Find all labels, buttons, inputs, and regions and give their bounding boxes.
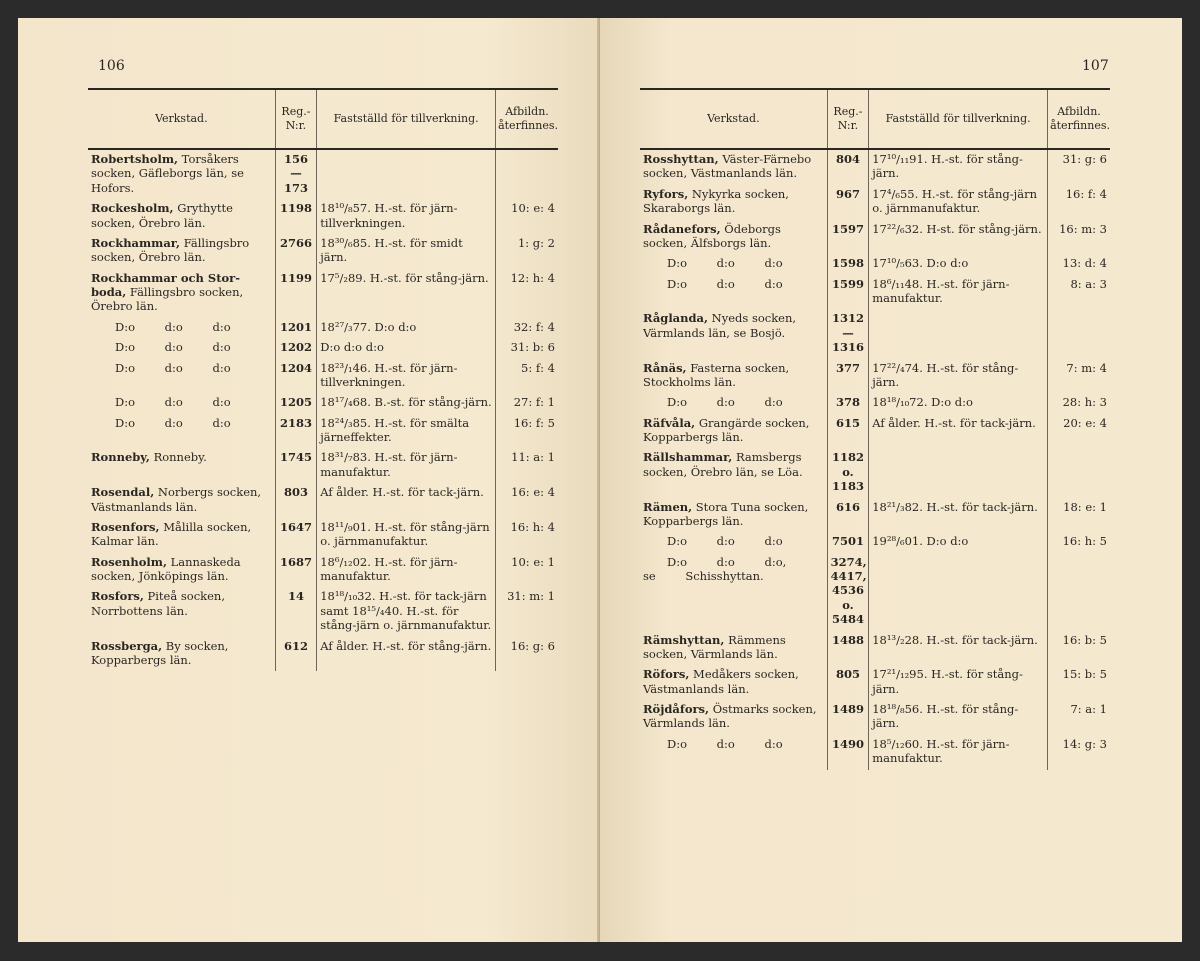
header-reg: Reg.- N:r.: [275, 89, 317, 149]
workshop-location: Ronneby.: [153, 450, 207, 465]
table-row: [640, 532, 1110, 552]
established-for: 18¹⁸/₁₀32. H.-st. för tack-järn samt 18¹⁵/₄40. H.-st. för stång-järn o. järnmanufaktur.: [317, 587, 496, 636]
workshop-location: Torsåkers socken, Gäfleborgs län, se Hofors.: [91, 152, 244, 195]
workshop-cell: [640, 498, 827, 533]
workshop-location: Norbergs socken, Västmanlands län.: [91, 485, 262, 514]
workshop-cell: [640, 149, 827, 185]
table-row: [88, 149, 558, 199]
table-row: [640, 359, 1110, 394]
table-row: [640, 309, 1110, 358]
workshop-cell: [88, 483, 275, 518]
workshop-cell: [88, 199, 275, 234]
workshop-name: Rådanefors,: [643, 221, 721, 236]
figure-ref: 16: g: 6: [496, 637, 558, 672]
workshop-cell: [640, 631, 827, 666]
table-row: [640, 665, 1110, 700]
workshop-cell: [88, 318, 275, 338]
workshop-location: Östmarks socken, Värmlands län.: [643, 702, 817, 731]
workshop-name: Räfvåla,: [643, 415, 696, 430]
workshop-cell: [640, 309, 827, 358]
workshop-name: Rossberga,: [91, 638, 163, 653]
header-afbildn: Afbildn. återfinnes.: [1048, 89, 1110, 149]
reg-number: 616: [827, 498, 869, 533]
table-row: [640, 448, 1110, 497]
figure-ref: [1048, 309, 1110, 358]
workshop-location: By socken, Kopparbergs län.: [91, 638, 229, 667]
table-row: [88, 587, 558, 636]
workshop-cell: [88, 448, 275, 483]
reg-number: 1198: [275, 199, 317, 234]
ditto-text: D:o d:o d:o: [667, 736, 783, 751]
ditto-text: D:o d:o d:o: [115, 340, 231, 355]
established-for: 17¹⁰/₅63. D:o d:o: [869, 254, 1048, 274]
reg-number: 1204: [275, 359, 317, 394]
figure-ref: 16: f: 5: [496, 414, 558, 449]
workshop-cell: [640, 185, 827, 220]
workshop-name: Rosenholm,: [91, 554, 167, 569]
workshop-cell: [88, 414, 275, 449]
workshop-cell: [640, 700, 827, 735]
ditto-text: D:o d:o d:o: [115, 319, 231, 334]
workshop-location: Nykyrka socken, Skaraborgs län.: [643, 186, 789, 216]
established-for: [869, 448, 1048, 497]
reg-number: 2183: [275, 414, 317, 449]
workshop-location: Fällingsbro socken, Örebro län.: [91, 235, 250, 265]
workshop-cell: [88, 553, 275, 588]
workshop-name: Ronneby,: [91, 450, 150, 465]
ditto-text: D:o d:o d:o: [115, 360, 231, 375]
established-for: 18²³/₁46. H.-st. för järn-tillverkningen.: [317, 359, 496, 394]
reg-number: 14: [275, 587, 317, 636]
workshop-name: Rockhammar,: [91, 235, 181, 250]
established-for: 18²⁴/₃85. H.-st. för smälta järneffekter.: [317, 414, 496, 449]
workshop-location: Stora Tuna socken, Kopparbergs län.: [643, 499, 809, 528]
figure-ref: 16: h: 4: [496, 518, 558, 553]
header-verkstad: Verkstad.: [640, 89, 827, 149]
workshop-name: Rämen,: [643, 499, 693, 514]
table-row: [88, 553, 558, 588]
figure-ref: 10: e: 4: [496, 199, 558, 234]
workshop-location: Väster-Färnebo socken, Västmanlands län.: [643, 152, 812, 181]
workshop-cell: [88, 149, 275, 199]
figure-ref: 14: g: 3: [1048, 735, 1110, 770]
reg-number: 1205: [275, 393, 317, 413]
table-row: [640, 631, 1110, 666]
workshop-name: Rockesholm,: [91, 201, 174, 216]
table-row: [88, 359, 558, 394]
workshop-cell: [88, 269, 275, 318]
workshop-cell: [640, 275, 827, 310]
figure-ref: 10: e: 1: [496, 553, 558, 588]
figure-ref: 1: g: 2: [496, 234, 558, 269]
reg-number: 377: [827, 359, 869, 394]
established-for: Af ålder. H.-st. för tack-järn.: [317, 483, 496, 518]
header-reg: Reg.- N:r.: [827, 89, 869, 149]
workshop-cell: [640, 359, 827, 394]
workshop-name: Rosenfors,: [91, 519, 160, 534]
workshop-name: Rämshyttan,: [643, 632, 725, 647]
workshop-location: Piteå socken, Norrbottens län.: [91, 589, 225, 618]
table-row: [640, 149, 1110, 185]
reg-number: 1199: [275, 269, 317, 318]
register-table: [88, 88, 558, 671]
reg-number: 967: [827, 185, 869, 220]
established-for: 19²⁸/₆01. D:o d:o: [869, 532, 1048, 552]
figure-ref: 15: b: 5: [1048, 665, 1110, 700]
workshop-location: Rämmens socken, Värmlands län.: [643, 632, 786, 661]
figure-ref: 13: d: 4: [1048, 254, 1110, 274]
established-for: [317, 149, 496, 199]
workshop-name: Rånäs,: [643, 360, 687, 375]
reg-number: 804: [827, 149, 869, 185]
workshop-cell: [88, 393, 275, 413]
reg-number: 803: [275, 483, 317, 518]
reg-number: 1687: [275, 553, 317, 588]
workshop-name: Rosfors,: [91, 589, 144, 604]
figure-ref: 16: b: 5: [1048, 631, 1110, 666]
table-row: [640, 254, 1110, 274]
established-for: 17⁴/₆55. H.-st. för stång-järn o. järnmanufaktur.: [869, 185, 1048, 220]
workshop-cell: [88, 637, 275, 672]
header-verkstad: Verkstad.: [88, 89, 275, 149]
figure-ref: 7: a: 1: [1048, 700, 1110, 735]
workshop-cell: [88, 518, 275, 553]
table-row: [88, 318, 558, 338]
register-table: [640, 88, 1110, 770]
established-for: 18⁵/₁₂60. H.-st. för järn-manufaktur.: [869, 735, 1048, 770]
established-for: 17¹⁰/₁₁91. H.-st. för stång-järn.: [869, 149, 1048, 185]
reg-number: 1202: [275, 338, 317, 358]
figure-ref: 18: e: 1: [1048, 498, 1110, 533]
workshop-name: Råglanda,: [643, 311, 708, 326]
table-row: [640, 735, 1110, 770]
established-for: 18²⁷/₃77. D:o d:o: [317, 318, 496, 338]
reg-number: 612: [275, 637, 317, 672]
established-for: [869, 309, 1048, 358]
established-for: [869, 553, 1048, 631]
figure-ref: 27: f: 1: [496, 393, 558, 413]
table-row: [640, 393, 1110, 413]
figure-ref: 31: m: 1: [496, 587, 558, 636]
established-for: D:o d:o d:o: [317, 338, 496, 358]
workshop-location: Ödeborgs socken, Älfsborgs län.: [643, 221, 781, 250]
figure-ref: 31: b: 6: [496, 338, 558, 358]
header-afbildn: Afbildn. återfinnes.: [496, 89, 558, 149]
figure-ref: 16: h: 5: [1048, 532, 1110, 552]
table-row: [88, 637, 558, 672]
figure-ref: 32: f: 4: [496, 318, 558, 338]
workshop-location: Målilla socken, Kalmar län.: [91, 519, 252, 549]
table-row: [88, 393, 558, 413]
ditto-text: D:o d:o d:o: [667, 256, 783, 271]
table-row: [88, 518, 558, 553]
workshop-cell: [640, 414, 827, 449]
page-number: 107: [1082, 58, 1109, 74]
established-for: 18²¹/₃82. H.-st. för tack-järn.: [869, 498, 1048, 533]
figure-ref: 28: h: 3: [1048, 393, 1110, 413]
reg-number: 2766: [275, 234, 317, 269]
reg-number: 805: [827, 665, 869, 700]
table-row: [88, 448, 558, 483]
figure-ref: 20: e: 4: [1048, 414, 1110, 449]
reg-number: 615: [827, 414, 869, 449]
figure-ref: 11: a: 1: [496, 448, 558, 483]
workshop-location: Ramsbergs socken, Örebro län, se Löa.: [643, 450, 803, 479]
workshop-location: Nyeds socken, Värmlands län, se Bosjö.: [643, 311, 797, 340]
ditto-text: D:o d:o d:o, se Schisshyttan.: [643, 554, 787, 583]
table-header: [88, 89, 558, 149]
workshop-cell: [88, 359, 275, 394]
reg-number: 1745: [275, 448, 317, 483]
workshop-name: Röfors,: [643, 667, 690, 682]
workshop-name: Rosshyttan,: [643, 152, 719, 166]
ditto-text: D:o d:o d:o: [667, 276, 783, 291]
workshop-name: Rällshammar,: [643, 450, 733, 465]
workshop-cell: [640, 448, 827, 497]
reg-number: 1598: [827, 254, 869, 274]
workshop-name: Ryfors,: [643, 186, 689, 201]
workshop-cell: [640, 532, 827, 552]
reg-number: 1599: [827, 275, 869, 310]
reg-number: 3274, 4417, 4536 o. 5484: [827, 553, 869, 631]
table-row: [640, 185, 1110, 220]
table-row: [640, 498, 1110, 533]
table-row: [88, 269, 558, 318]
figure-ref: [496, 149, 558, 199]
table-header: [640, 89, 1110, 149]
ditto-text: D:o d:o d:o: [667, 395, 783, 410]
figure-ref: 31: g: 6: [1048, 149, 1110, 185]
page-number: 106: [98, 58, 125, 74]
table-row: [88, 338, 558, 358]
table-row: [640, 220, 1110, 255]
established-for: 18¹¹/₉01. H.-st. för stång-järn o. järnmanufaktur.: [317, 518, 496, 553]
workshop-cell: [640, 254, 827, 274]
reg-number: 1490: [827, 735, 869, 770]
workshop-cell: [88, 587, 275, 636]
reg-number: 1647: [275, 518, 317, 553]
established-for: 18¹⁸/₈56. H.-st. för stång-järn.: [869, 700, 1048, 735]
figure-ref: [1048, 553, 1110, 631]
workshop-name: Röjdåfors,: [643, 702, 710, 716]
established-for: 18³⁰/₆85. H.-st. för smidt järn.: [317, 234, 496, 269]
figure-ref: 12: h: 4: [496, 269, 558, 318]
established-for: 18¹³/₂28. H.-st. för tack-järn.: [869, 631, 1048, 666]
established-for: 18⁶/₁₂02. H.-st. för järn-manufaktur.: [317, 553, 496, 588]
workshop-location: Fasterna socken, Stockholms län.: [643, 360, 790, 389]
workshop-cell: [640, 735, 827, 770]
established-for: 18⁶/₁₁48. H.-st. för järn-manufaktur.: [869, 275, 1048, 310]
workshop-location: Lannaskeda socken, Jönköpings län.: [91, 554, 241, 583]
figure-ref: 5: f: 4: [496, 359, 558, 394]
established-for: Af ålder. H.-st. för tack-järn.: [869, 414, 1048, 449]
established-for: 18¹⁰/₈57. H.-st. för järn-tillverkningen.: [317, 199, 496, 234]
header-faststalld: Fastställd för tillverkning.: [869, 89, 1048, 149]
established-for: 17²¹/₁₂95. H.-st. för stång-järn.: [869, 665, 1048, 700]
workshop-location: Grythytte socken, Örebro län.: [91, 201, 233, 230]
ditto-text: D:o d:o d:o: [667, 534, 783, 549]
workshop-cell: [640, 393, 827, 413]
established-for: 18³¹/₇83. H.-st. för järn-manufaktur.: [317, 448, 496, 483]
table-row: [88, 414, 558, 449]
workshop-cell: [640, 553, 827, 631]
established-for: 18¹⁷/₄68. B.-st. för stång-järn.: [317, 393, 496, 413]
reg-number: 156— 173: [275, 149, 317, 199]
established-for: Af ålder. H.-st. för stång-järn.: [317, 637, 496, 672]
workshop-name: Rockhammar och Stor-boda,: [91, 270, 241, 299]
workshop-location: Medåkers socken, Västmanlands län.: [643, 667, 799, 696]
established-for: 17²²/₆32. H-st. för stång-järn.: [869, 220, 1048, 255]
workshop-cell: [88, 234, 275, 269]
table-row: [88, 199, 558, 234]
ditto-text: D:o d:o d:o: [115, 395, 231, 410]
workshop-name: Rosendal,: [91, 485, 155, 500]
workshop-cell: [640, 220, 827, 255]
left-page: [18, 18, 600, 942]
ditto-text: D:o d:o d:o: [115, 415, 231, 430]
established-for: 18¹⁸/₁₀72. D:o d:o: [869, 393, 1048, 413]
figure-ref: 8: a: 3: [1048, 275, 1110, 310]
table-row: [640, 414, 1110, 449]
figure-ref: [1048, 448, 1110, 497]
header-faststalld: Fastställd för tillverkning.: [317, 89, 496, 149]
workshop-location: Fällingsbro socken, Örebro län.: [91, 285, 244, 314]
established-for: 17⁵/₂89. H.-st. för stång-järn.: [317, 269, 496, 318]
reg-number: 1312— 1316: [827, 309, 869, 358]
reg-number: 378: [827, 393, 869, 413]
reg-number: 1201: [275, 318, 317, 338]
figure-ref: 16: m: 3: [1048, 220, 1110, 255]
workshop-name: Robertsholm,: [91, 152, 179, 166]
table-row: [640, 553, 1110, 631]
reg-number: 7501: [827, 532, 869, 552]
established-for: 17²²/₄74. H.-st. för stång-järn.: [869, 359, 1048, 394]
table-row: [640, 275, 1110, 310]
workshop-location: Grangärde socken, Kopparbergs län.: [643, 415, 810, 444]
reg-number: 1182 o. 1183: [827, 448, 869, 497]
figure-ref: 16: f: 4: [1048, 185, 1110, 220]
right-page: [600, 18, 1182, 942]
figure-ref: 16: e: 4: [496, 483, 558, 518]
reg-number: 1488: [827, 631, 869, 666]
table-row: [88, 234, 558, 269]
figure-ref: 7: m: 4: [1048, 359, 1110, 394]
workshop-cell: [640, 665, 827, 700]
workshop-cell: [88, 338, 275, 358]
reg-number: 1489: [827, 700, 869, 735]
reg-number: 1597: [827, 220, 869, 255]
table-row: [88, 483, 558, 518]
table-row: [640, 700, 1110, 735]
